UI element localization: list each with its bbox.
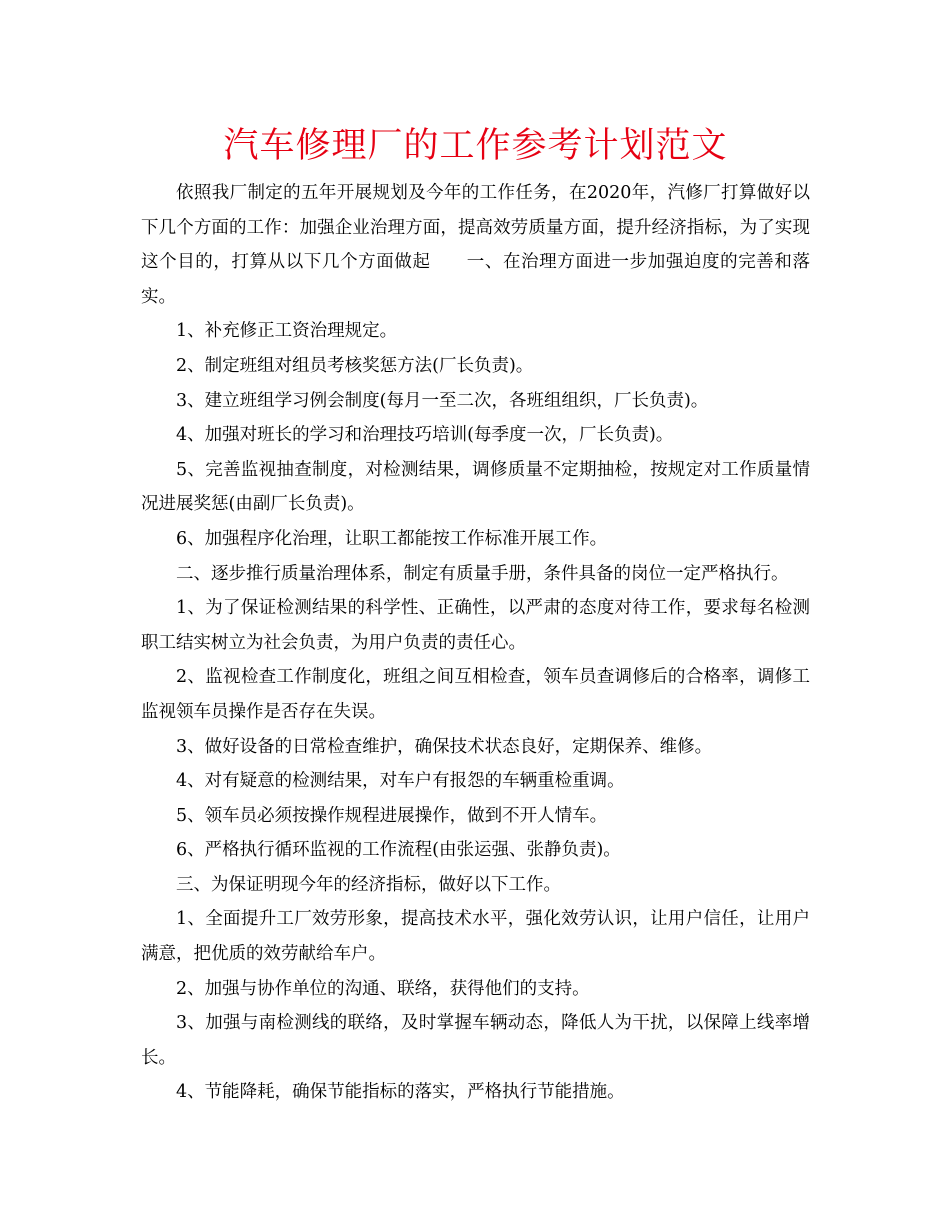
paragraph: 1、为了保证检测结果的科学性、正确性，以严肃的态度对待工作，要求每名检测职工结实树立为社会负责，为用户负责的责任心。	[141, 598, 810, 653]
paragraph: 2、监视检查工作制度化，班组之间互相检查，领车员查调修后的合格率，调修工监视领车员操作是否存在失误。	[141, 667, 810, 722]
paragraph-intro: 依照我厂制定的五年开展规划及今年的工作任务，在2020年，汽修厂打算做好以下几个方面的工作：加强企业治理方面，提高效劳质量方面，提升经济指标，为了实现这个目的，打算从以下几个方面做起 一、在治理方面进一步加强迫度的完善和落实。	[141, 183, 810, 307]
paragraph: 3、建立班组学习例会制度(每月一至二次，各班组组织，厂长负责)。	[176, 390, 709, 411]
paragraph: 3、做好设备的日常检查维护，确保技术状态良好，定期保养、维修。	[176, 736, 713, 757]
section-heading: 二、逐步推行质量治理体系，制定有质量手册，条件具备的岗位一定严格执行。	[176, 563, 789, 584]
paragraph: 1、全面提升工厂效劳形象，提高技术水平，强化效劳认识，让用户信任，让用户满意，把优质的效劳献给车户。	[141, 909, 810, 965]
document-body	[141, 176, 810, 1110]
paragraph: 4、节能降耗，确保节能指标的落实，严格执行节能措施。	[176, 1082, 625, 1103]
paragraph: 4、对有疑意的检测结果，对车户有报怨的车辆重检重调。	[176, 771, 625, 792]
paragraph: 6、严格执行循环监视的工作流程(由张运强、张静负责)。	[176, 840, 621, 861]
paragraph: 4、加强对班长的学习和治理技巧培训(每季度一次，厂长负责)。	[176, 425, 674, 446]
paragraph: 3、加强与南检测线的联络，及时掌握车辆动态，降低人为干扰，以保障上线率增长。	[141, 1013, 810, 1068]
section-heading: 三、为保证明现今年的经济指标，做好以下工作。	[176, 874, 561, 895]
paragraph: 5、完善监视抽查制度，对检测结果，调修质量不定期抽检，按规定对工作质量情况进展奖惩(由副厂长负责)。	[141, 459, 810, 515]
paragraph: 5、领车员必须按操作规程进展操作，做到不开人情车。	[176, 805, 608, 826]
paragraph: 1、补充修正工资治理规定。	[176, 321, 398, 342]
paragraph: 6、加强程序化治理，让职工都能按工作标准开展工作。	[176, 528, 608, 549]
paragraph: 2、制定班组对组员考核奖惩方法(厂长负责)。	[176, 355, 534, 376]
document-title: 汽车修理厂的工作参考计划范文	[223, 126, 728, 166]
paragraph: 2、加强与协作单位的沟通、联络，获得他们的支持。	[176, 978, 590, 999]
